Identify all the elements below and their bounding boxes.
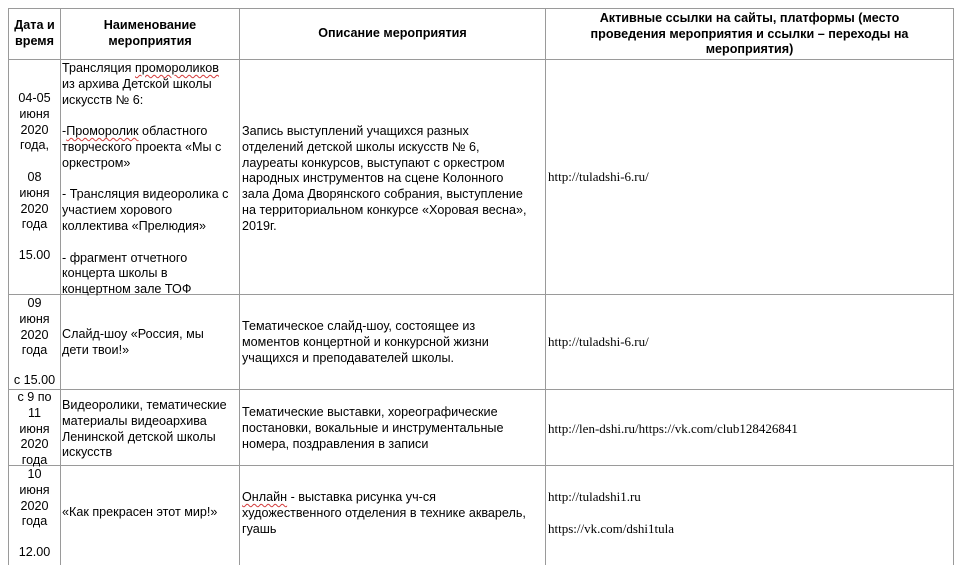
row3-description: Тематические выставки, хореографические постановки, вокальные и инструментальные номера, поздравления в записи [242,405,504,451]
row1-name-item2: - Трансляция видеоролика с участием хорового коллектива «Прелюдия» [62,187,229,233]
grid-line [8,389,954,390]
row2-date: 09 июня 2020 года [19,296,50,358]
row1-name-line1: Трансляция промороликов [62,61,219,75]
row1-name-line2: из архива Детской школы искусств № 6: [62,76,212,107]
row4-description-online: Онлайн [242,490,288,504]
row2-link[interactable]: http://tuladshi-6.ru/ [548,334,649,349]
row4-description [242,490,545,537]
row1-date: 04-05 июня 2020 года, [18,91,51,153]
row2-name: Слайд-шоу «Россия, мы дети твои!» [62,327,204,357]
row4-date: 10 июня 2020 года [19,467,50,529]
header-name: Наименование мероприятия [103,18,197,48]
grid-line [8,8,954,9]
header-date: Дата и время [14,18,55,48]
row3-date: с 9 по 11 июня 2020 года [17,390,52,468]
row3-link[interactable]: http://len-dshi.ru/https://vk.com/club128426841 [548,421,798,436]
row2-description: Тематическое слайд-шоу, состоящее из моментов концертной и конкурсной жизни учащихся и преподавателей школы. [242,319,489,365]
row4-time: 12.00 [18,545,51,559]
grid-line [8,59,954,60]
row2-time: с 15.00 [13,373,56,387]
row1-name-item1: -Проморолик областного творческого проекта «Мы с оркестром» [62,124,222,170]
row4-description-text: - выставка рисунка уч-ся художественного отделения в технике акварель, гуашь [242,490,526,536]
grid-line [8,465,954,466]
row4-link-site[interactable]: http://tuladshi1.ru [548,489,641,504]
row4-name: «Как прекрасен этот мир!» [62,505,218,519]
row1-name-item3: - фрагмент отчетного концерта школы в концертном зале ТОФ [62,250,192,297]
row1-name [62,61,240,298]
row1-description: Запись выступлений учащихся разных отделений детской школы искусств № 6, лауреаты конкурсов, выступают с оркестром народных инструментов на сцене Колонного зала Дома Дворянского собрания, выступление на территориальном конкурсе «Хоровая весна», 2019г. [242,124,527,233]
header-description: Описание мероприятия [318,26,467,40]
row1-link[interactable]: http://tuladshi-6.ru/ [548,169,649,184]
grid-line [545,8,546,565]
row3-name: Видеоролики, тематические материалы видеоархива Ленинской детской школы искусств [62,398,227,460]
grid-line [953,8,954,565]
row1-time: 15.00 [18,248,51,262]
row4-link-vk[interactable]: https://vk.com/dshi1tula [548,521,675,536]
header-links: Активные ссылки на сайты, платформы (место проведения мероприятия и ссылки – переходы на мероприятия) [590,11,909,56]
row1-date-2: 08 июня 2020 года [19,170,50,232]
